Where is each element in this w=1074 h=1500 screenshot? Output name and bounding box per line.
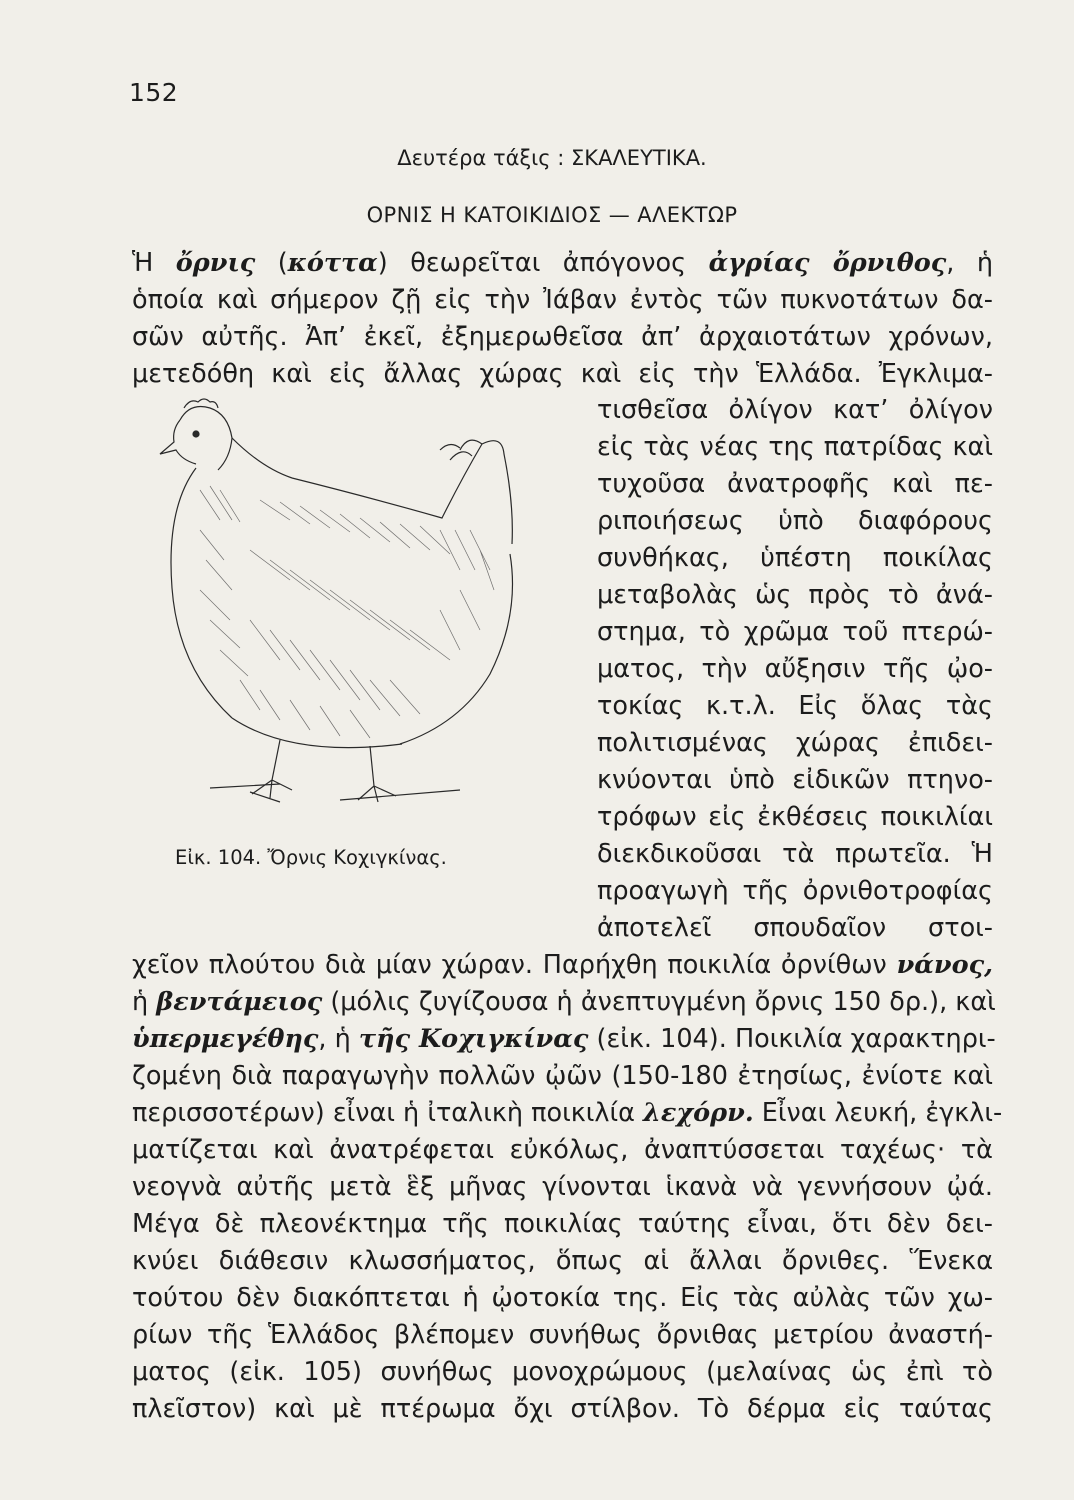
text-line: διεκδικοῦσαι τὰ πρωτεῖα. Ἡ <box>597 839 993 869</box>
term-hypermegethes: ὑπερμεγέθης <box>132 1024 319 1054</box>
text-line: ὁποία καὶ σήμερον ζῇ εἰς τὴν Ἰάβαν ἐντὸς τῶν πυκνοτάτων δα- <box>132 285 993 315</box>
term-nanos: νάνος, <box>896 950 993 980</box>
text-line: πολιτισμένας χώρας ἐπιδει- <box>597 728 993 758</box>
text-line: τυχοῦσα ἀνατροφῆς καὶ πε- <box>597 469 993 499</box>
text-line: Μέγα δὲ πλεονέκτημα τῆς ποικιλίας ταύτης εἶναι, ὅτι δὲν δει- <box>132 1209 993 1239</box>
text-line: κνύει διάθεσιν κλωσσήματος, ὅπως αἱ ἄλλαι ὄρνιθες. Ἕνεκα <box>132 1246 993 1276</box>
text-line: ρίων τῆς Ἑλλάδος βλέπομεν συνήθως ὄρνιθας μετρίου ἀναστή- <box>132 1320 993 1350</box>
text-line: κνύονται ὑπὸ εἰδικῶν πτηνο- <box>597 765 993 795</box>
text-line: στημα, τὸ χρῶμα τοῦ πτερώ- <box>597 617 993 647</box>
text-line: συνθήκας, ὑπέστη ποικίλας <box>597 543 993 573</box>
text-line: ἡ βεντάμειος (μόλις ζυγίζουσα ἡ ἀνεπτυγμένη ὄρνις 150 δρ.), καὶ <box>132 987 996 1017</box>
text-line: μετεδόθη καὶ εἰς ἄλλας χώρας καὶ εἰς τὴν Ἑλλάδα. Ἐγκλιμα- <box>132 359 993 389</box>
term-bentameios: βεντάμειος <box>156 987 323 1017</box>
text-line: χεῖον πλούτου διὰ μίαν χώραν. Παρήχθη ποικιλία ὀρνίθων νάνος, <box>132 950 993 980</box>
hen-drawing <box>140 390 580 830</box>
text-line: πλεῖστον) καὶ μὲ πτέρωμα ὄχι στίλβον. Τὸ δέρμα εἰς ταύτας <box>132 1394 993 1424</box>
chapter-heading: Δευτέρα τάξις : ΣΚΑΛΕΥΤΙΚΑ. <box>397 146 707 170</box>
text-line: εἰς τὰς νέας της πατρίδας καὶ <box>597 432 993 462</box>
text-line: τούτου δὲν διακόπτεται ἡ ᾠοτοκία της. Εἰς τὰς αὐλὰς τῶν χω- <box>132 1283 993 1313</box>
term-kotta: κόττα <box>287 248 378 278</box>
section-title: ΟΡΝΙΣ Η ΚΑΤΟΙΚΙΔΙΟΣ — ΑΛΕΚΤΩΡ <box>366 203 738 227</box>
text-line: ἀποτελεῖ σπουδαῖον στοι- <box>597 913 993 943</box>
text-line: σῶν αὐτῆς. Ἀπ’ ἐκεῖ, ἐξημερωθεῖσα ἀπ’ ἀρχαιοτάτων χρόνων, <box>132 322 993 352</box>
text-line: Ἡ ὄρνις (κόττα) θεωρεῖται ἀπόγονος ἀγρίας ὄρνιθος, ἡ <box>132 248 994 278</box>
term-agrias-ornithos: ἀγρίας ὄρνιθος <box>708 248 947 278</box>
figure-hen-illustration <box>140 390 580 830</box>
text-line: προαγωγὴ τῆς ὀρνιθοτροφίας <box>597 876 993 906</box>
text-line: τισθεῖσα ὀλίγον κατ’ ὀλίγον <box>597 395 993 425</box>
text-line: περισσοτέρων) εἶναι ἡ ἰταλικὴ ποικιλία λεχόρν. Εἶναι λευκή, ἐγκλι- <box>132 1098 1003 1128</box>
text-line: τοκίας κ.τ.λ. Εἰς ὅλας τὰς <box>597 691 993 721</box>
term-lechorn: λεχόρν. <box>643 1098 754 1128</box>
page-number: 152 <box>129 78 179 107</box>
text-line: ματος (εἰκ. 105) συνήθως μονοχρώμους (μελαίνας ὡς ἐπὶ τὸ <box>132 1357 993 1387</box>
text-line: ριποιήσεως ὑπὸ διαφόρους <box>597 506 993 536</box>
text-line: ματίζεται καὶ ἀνατρέφεται εὐκόλως, ἀναπτύσσεται ταχέως· τὰ <box>132 1135 993 1165</box>
text-line: μεταβολὰς ὡς πρὸς τὸ ἀνά- <box>597 580 993 610</box>
term-kochigkinas: τῆς Κοχιγκίνας <box>358 1024 589 1054</box>
text-line: ματος, τὴν αὔξησιν τῆς ᾠο- <box>597 654 993 684</box>
term-ornis: ὄρνις <box>175 248 256 278</box>
figure-caption: Εἰκ. 104. Ὄρνις Κοχιγκίνας. <box>175 846 447 869</box>
text-line: ζομένη διὰ παραγωγὴν πολλῶν ᾠῶν (150-180 ἐτησίως, ἐνίοτε καὶ <box>132 1061 993 1091</box>
text-line: ὑπερμεγέθης, ἡ τῆς Κοχιγκίνας (εἰκ. 104). Ποικιλία χαρακτηρι- <box>132 1024 996 1054</box>
text-line: τρόφων εἰς ἐκθέσεις ποικιλίαι <box>597 802 993 832</box>
text-line: νεογνὰ αὐτῆς μετὰ ἓξ μῆνας γίνονται ἱκανὰ νὰ γεννήσουν ᾠά. <box>132 1172 993 1202</box>
